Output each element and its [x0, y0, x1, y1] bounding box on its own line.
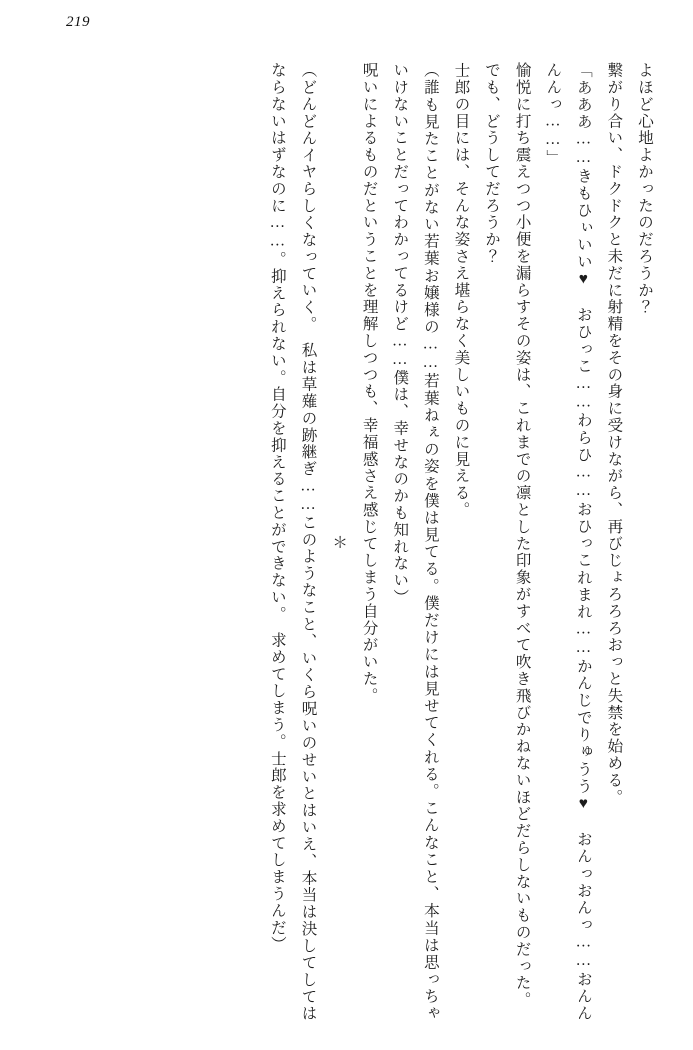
paragraph: （どんどんイヤらしくなっていく。 私は草薙の跡継ぎ……このようなこと、いくら呪いのせいとはいえ、本当は決してしてはならないはずなのに……。抑えられない。自分を抑えることができない。 求めてしまう。士郎を求めてしまうんだ） [268, 62, 317, 1022]
paragraph: 呪いによるものだということを理解しつつも、幸福感さえ感じてしまう自分がいた。 [360, 62, 378, 705]
paragraph: よほど心地よかったのだろうか？ [636, 62, 653, 316]
paragraph: 「あああ……きもひぃいい♥ おひっこ……わらひ……おひっこれまれ……かんじでりゅうう♥ おんっおんっ……おんんんんっ……」 [544, 62, 592, 1022]
paragraph: （誰も見たことがない若葉お嬢様の……若葉ねぇの姿を僕は見てる。僕だけには見せてくれる。こんなこと、本当は思っちゃいけないことだってわかってるけど……僕は、幸せなのかも知れない） [391, 62, 439, 1022]
body-text-block [38, 62, 659, 1022]
paragraph: でも、どうしてだろうか？ [483, 62, 501, 265]
paragraph: 繋がり合い、ドクドクと未だに射精をその身に受けながら、再びじょろろろおっと失禁を始める。 [605, 62, 623, 806]
scene-break-marker: ＊ [330, 533, 348, 551]
paragraph: 士郎の目には、そんな姿さえ堪らなく美しいものに見える。 [452, 62, 470, 519]
page-number: 219 [66, 14, 90, 30]
paragraph: 愉悦に打ち震えつつ小便を漏らすその姿は、これまでの凛とした印象がすべて吹き飛びかねないほどだらしないものだった。 [513, 62, 531, 1009]
